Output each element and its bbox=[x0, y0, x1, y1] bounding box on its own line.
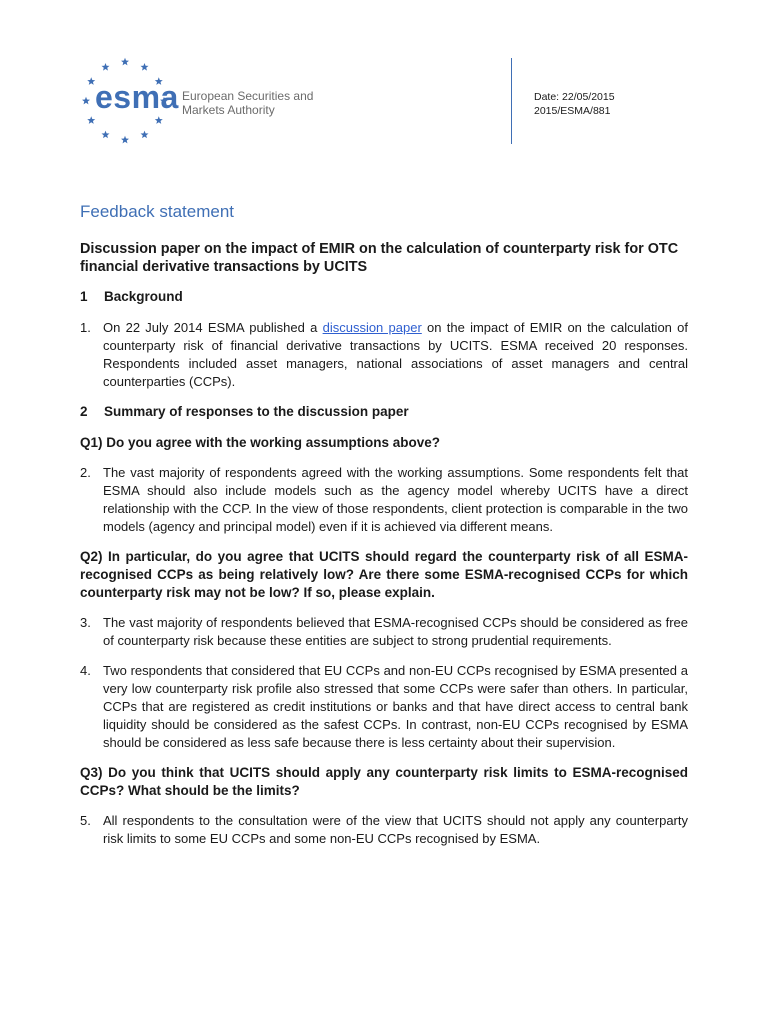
logo-wordmark: esma bbox=[95, 79, 179, 115]
paragraph-3 bbox=[80, 614, 688, 650]
paragraph-number: 1. bbox=[80, 320, 91, 335]
document-reference: 2015/ESMA/881 bbox=[534, 105, 611, 117]
paragraph-text: The vast majority of respondents agreed with the working assumptions. Some respondents felt that ESMA should also include models such as the agency model whereby UCITS have a direct relationship with the CCP. In the view of those respondents, client protection is comparable in the two models (agency and principal model) even if it is achieved via different means. bbox=[103, 465, 688, 534]
paragraph-text: All respondents to the consultation were of the view that UCITS should not apply any counterparty risk limits to some EU CCPs and some non-EU CCPs recognised by ESMA. bbox=[103, 813, 688, 846]
paragraph-number: 4. bbox=[80, 663, 91, 678]
esma-logo bbox=[78, 56, 318, 148]
star-icon bbox=[102, 131, 110, 139]
star-icon bbox=[121, 58, 129, 66]
star-icon bbox=[102, 63, 110, 71]
org-line-1: European Securities and bbox=[182, 89, 314, 103]
organisation-name bbox=[182, 89, 313, 117]
star-icon bbox=[87, 116, 95, 124]
org-line-2: Markets Authority bbox=[182, 103, 275, 117]
star-icon bbox=[82, 97, 90, 105]
section-number: 1 bbox=[80, 289, 88, 304]
star-icon bbox=[141, 131, 149, 139]
paragraph-number: 3. bbox=[80, 615, 91, 630]
star-icon bbox=[155, 116, 163, 124]
section-heading-background bbox=[80, 288, 688, 306]
paragraph-2 bbox=[80, 464, 688, 536]
feedback-title: Feedback statement bbox=[80, 202, 235, 221]
section-number: 2 bbox=[80, 404, 88, 419]
star-icon bbox=[121, 136, 129, 144]
paragraph-text bbox=[103, 319, 688, 391]
document-date: Date: 22/05/2015 bbox=[534, 91, 615, 103]
section-heading-summary bbox=[80, 403, 688, 421]
paragraph-number: 2. bbox=[80, 465, 91, 480]
question-3: Q3) Do you think that UCITS should apply any counterparty risk limits to ESMA-recognised CCPs? What should be the limits? bbox=[80, 765, 688, 798]
paragraph-4 bbox=[80, 662, 688, 752]
paragraph-5 bbox=[80, 812, 688, 848]
header-divider bbox=[511, 58, 512, 144]
paragraph-1 bbox=[80, 319, 688, 391]
discussion-paper-link[interactable]: discussion paper bbox=[322, 320, 422, 335]
document-title: Discussion paper on the impact of EMIR on the calculation of counterparty risk for OTC financial derivative transactions by UCITS bbox=[80, 241, 679, 275]
document-meta bbox=[534, 90, 615, 118]
paragraph-text-start: On 22 July 2014 ESMA published a bbox=[103, 320, 323, 335]
paragraph-text: The vast majority of respondents believed that ESMA-recognised CCPs should be considered as free of counterparty risk because these entities are subject to strong prudential requirements. bbox=[103, 615, 688, 648]
section-title: Background bbox=[104, 289, 183, 304]
question-2: Q2) In particular, do you agree that UCITS should regard the counterparty risk of all ESMA-recognised CCPs as being relatively low? Are there some ESMA-recognised CCPs for which counterparty risk may not be low? If so, please explain. bbox=[80, 549, 688, 600]
paragraph-text-end: on the impact of EMIR on the calculation of counterparty risk of financial derivative transactions by UCITS. ESMA received 20 responses. Respondents included asset managers, national associations of asset managers and central counterparties (CCPs). bbox=[103, 320, 688, 389]
document-body bbox=[80, 201, 688, 860]
section-title: Summary of responses to the discussion paper bbox=[104, 404, 409, 419]
question-1: Q1) Do you agree with the working assumptions above? bbox=[80, 435, 441, 450]
star-icon bbox=[141, 63, 149, 71]
paragraph-text: Two respondents that considered that EU CCPs and non-EU CCPs recognised by ESMA presented a very low counterparty risk profile also stressed that some CCPs were safer than others. In particular, CCPs that are registered as credit institutions or banks and that have direct access to central bank liquidity should be considered as the safest CCPs. In contrast, non-EU CCPs recognised by ESMA should be considered as less safe because there is less certainty about their supervision. bbox=[103, 663, 688, 750]
paragraph-number: 5. bbox=[80, 813, 91, 828]
